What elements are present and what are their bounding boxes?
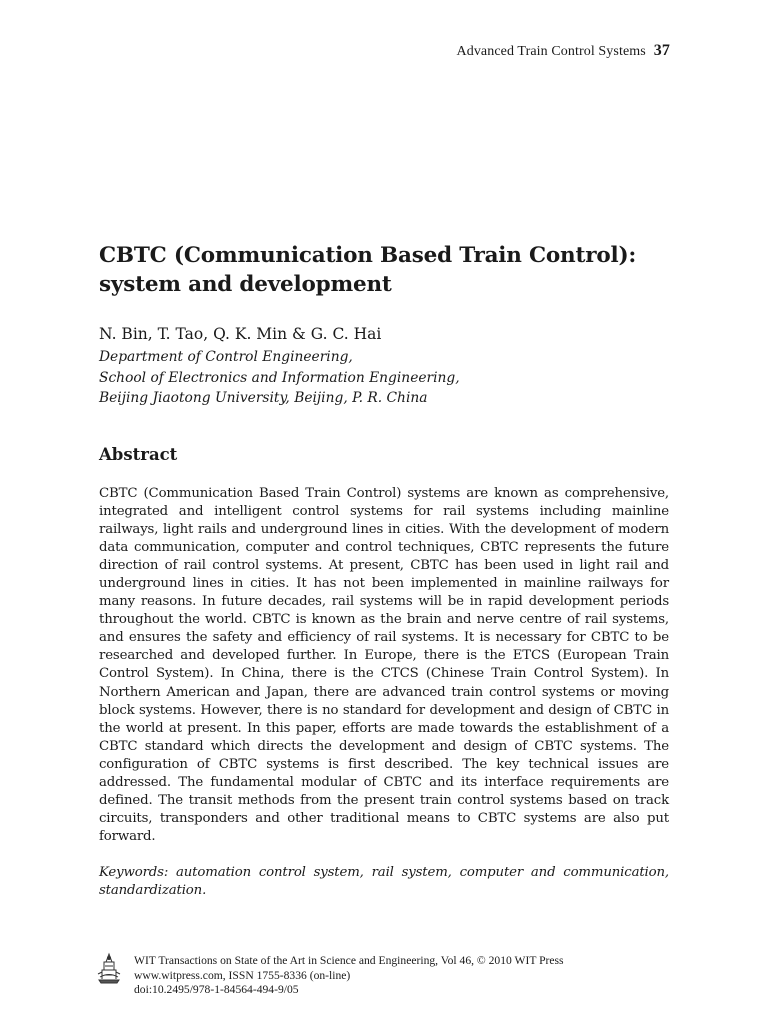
page-number: 37 <box>653 42 670 59</box>
footer-journal-line: WIT Transactions on State of the Art in Science and Engineering, Vol 46, © 2010 WIT Press <box>134 954 564 967</box>
footer-doi: doi:10.2495/978-1-84564-494-9/05 <box>134 983 299 996</box>
paper-title-line-1: CBTC (Communication Based Train Control): <box>99 243 637 268</box>
affiliation-department: Department of Control Engineering, <box>99 349 353 365</box>
running-title: Advanced Train Control Systems <box>456 44 646 59</box>
wit-press-logo-icon <box>96 950 122 984</box>
affiliation-school: School of Electronics and Information Engineering, <box>99 369 460 386</box>
publication-footer <box>134 954 564 998</box>
keywords: Keywords: automation control system, rail system, computer and communication, standardization. <box>99 865 669 899</box>
abstract-body: CBTC (Communication Based Train Control) systems are known as comprehensive, integrated and intelligent control systems for rail systems including mainline railways, light rails and underground lines in cities. With the development of modern data communication, computer and control techniques, CBTC represents the future direction of rail control systems. At present, CBTC has been used in light rail and underground lines in cities. It has not been implemented in mainline railways for many reasons. In future decades, rail systems will be in rapid development periods throughout the world. CBTC is known as the brain and nerve centre of rail systems, and ensures the safety and efficiency of rail systems. It is necessary for CBTC to be researched and developed further. In Europe, there is the ETCS (European Train Control System). In China, there is the CTCS (Chinese Train Control System). In Northern American and Japan, there are advanced train control systems or moving block systems. However, there is no standard for development and design of CBTC in the world at present. In this paper, efforts are made towards the establishment of a CBTC standard which directs the development and design of CBTC systems. The configuration of CBTC systems is first described. The key technical issues are addressed. The fundamental modular of CBTC and its interface requirements are defined. The transit methods from the present train control systems based on track circuits, transponders and other traditional means to CBTC systems are also put forward. <box>99 486 669 844</box>
affiliation <box>99 347 460 409</box>
affiliation-university: Beijing Jiaotong University, Beijing, P. R. China <box>99 390 428 406</box>
abstract-heading: Abstract <box>99 445 178 464</box>
author-list: N. Bin, T. Tao, Q. K. Min & G. C. Hai <box>99 325 382 343</box>
running-header <box>457 42 670 60</box>
paper-title <box>99 241 679 299</box>
footer-website-issn: www.witpress.com, ISSN 1755-8336 (on-line) <box>134 968 351 982</box>
paper-title-line-2: system and development <box>99 272 392 297</box>
